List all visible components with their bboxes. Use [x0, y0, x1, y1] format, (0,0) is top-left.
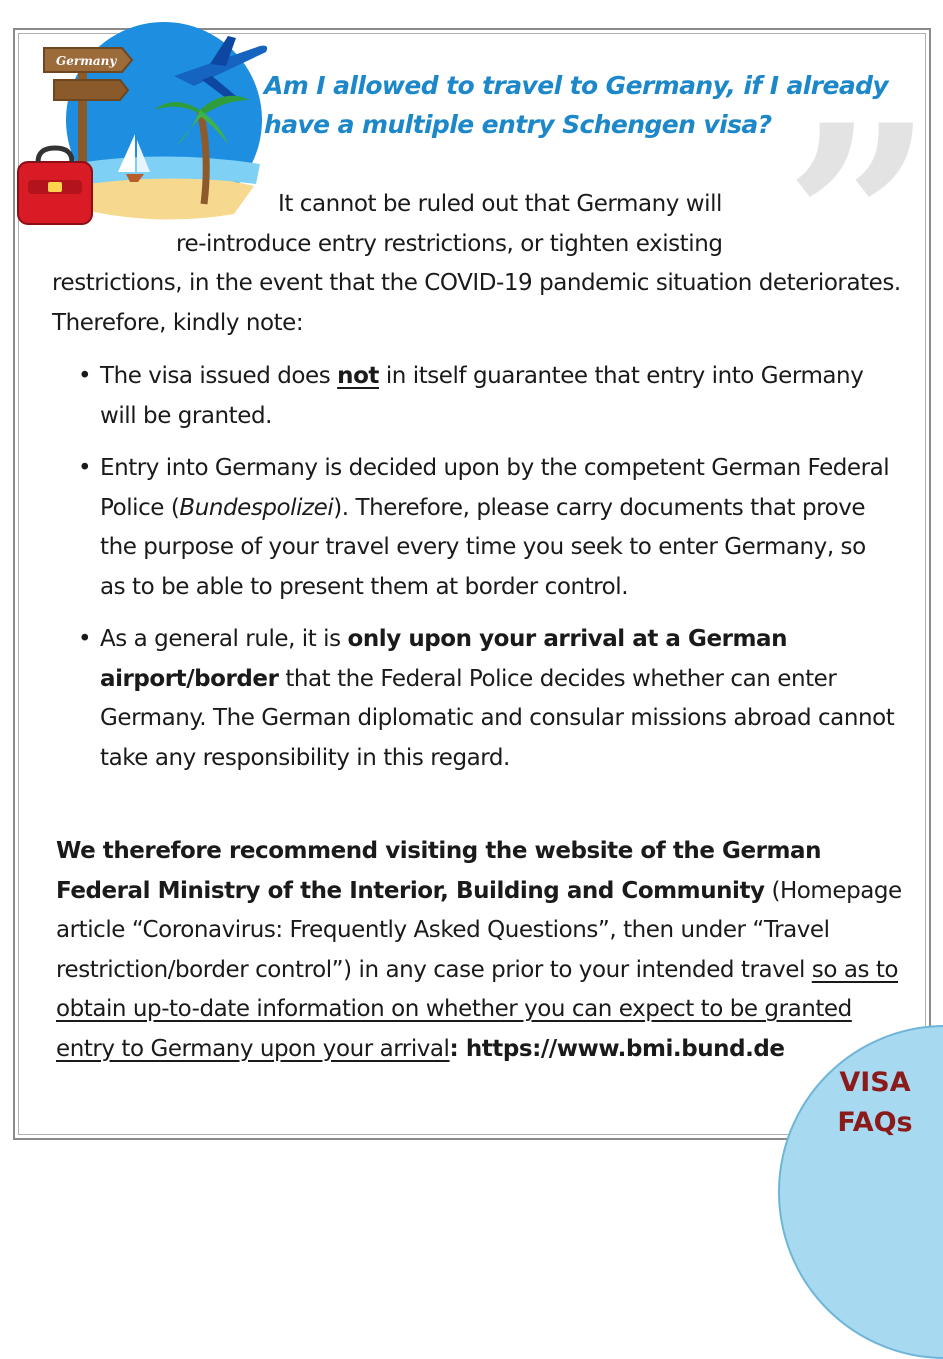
emphasis-not: not — [337, 363, 379, 389]
notes-list — [76, 357, 896, 791]
badge-line-2: FAQs — [837, 1107, 913, 1138]
intro-line-2: re-introduce entry restrictions, or tighten existing — [176, 230, 723, 257]
bullet-text: Entry into Germany is decided upon by the competent German Federal Police ( — [100, 455, 890, 521]
bmi-website-link[interactable]: https://www.bmi.bund.de — [465, 1035, 785, 1062]
bullet-text: that the Federal Police decides whether can enter Germany. The German diplomatic and consular missions abroad cannot take any responsibility in this regard. — [100, 665, 895, 771]
bullet-text: The visa issued does — [100, 363, 338, 389]
visa-faq-label — [800, 1063, 943, 1143]
bullet-icon: • — [78, 363, 92, 389]
recommendation-text: (Homepage article “Coronavirus: Frequently Asked Questions”, then under “Travel restriction/border control”) in any case prior to your intended travel — [56, 877, 902, 983]
intro-paragraph — [52, 185, 912, 343]
question-heading: Am I allowed to travel to Germany, if I already have a multiple entry Schengen visa? — [264, 71, 889, 139]
list-item — [76, 449, 896, 607]
intro-line-1: It cannot be ruled out that Germany will — [278, 191, 722, 217]
bullet-text: in itself guarantee that entry into Germany will be granted. — [100, 363, 864, 429]
list-item — [76, 620, 896, 778]
bullet-icon: • — [78, 626, 92, 652]
badge-line-1: VISA — [839, 1067, 911, 1098]
recommendation-paragraph — [56, 832, 906, 1069]
intro-rest: restrictions, in the event that the COVID-19 pandemic situation deteriorates. Therefore, kindly note: — [52, 270, 901, 336]
bullet-emphasis: only upon your arrival at a German airport/border — [100, 626, 788, 692]
bullet-text: ). Therefore, please carry documents that prove the purpose of your travel every time you seek to enter Germany, so as to be able to present them at border control. — [100, 494, 866, 600]
recommendation-bold: We therefore recommend visiting the website of the German Federal Ministry of the Interior, Building and Community — [56, 838, 822, 904]
bullet-text: As a general rule, it is — [100, 626, 348, 652]
bullet-icon: • — [78, 455, 92, 481]
sign-label: Germany — [56, 54, 117, 68]
bundespolizei-term: Bundespolizei — [179, 494, 334, 521]
quote-mark-icon: ” — [784, 69, 894, 374]
recommendation-underlined: so as to obtain up-to-date information on whether you can expect to be granted entry to Germany upon your arrival — [56, 956, 899, 1062]
list-item — [76, 357, 896, 436]
recommendation-colon: : — [449, 1035, 466, 1062]
